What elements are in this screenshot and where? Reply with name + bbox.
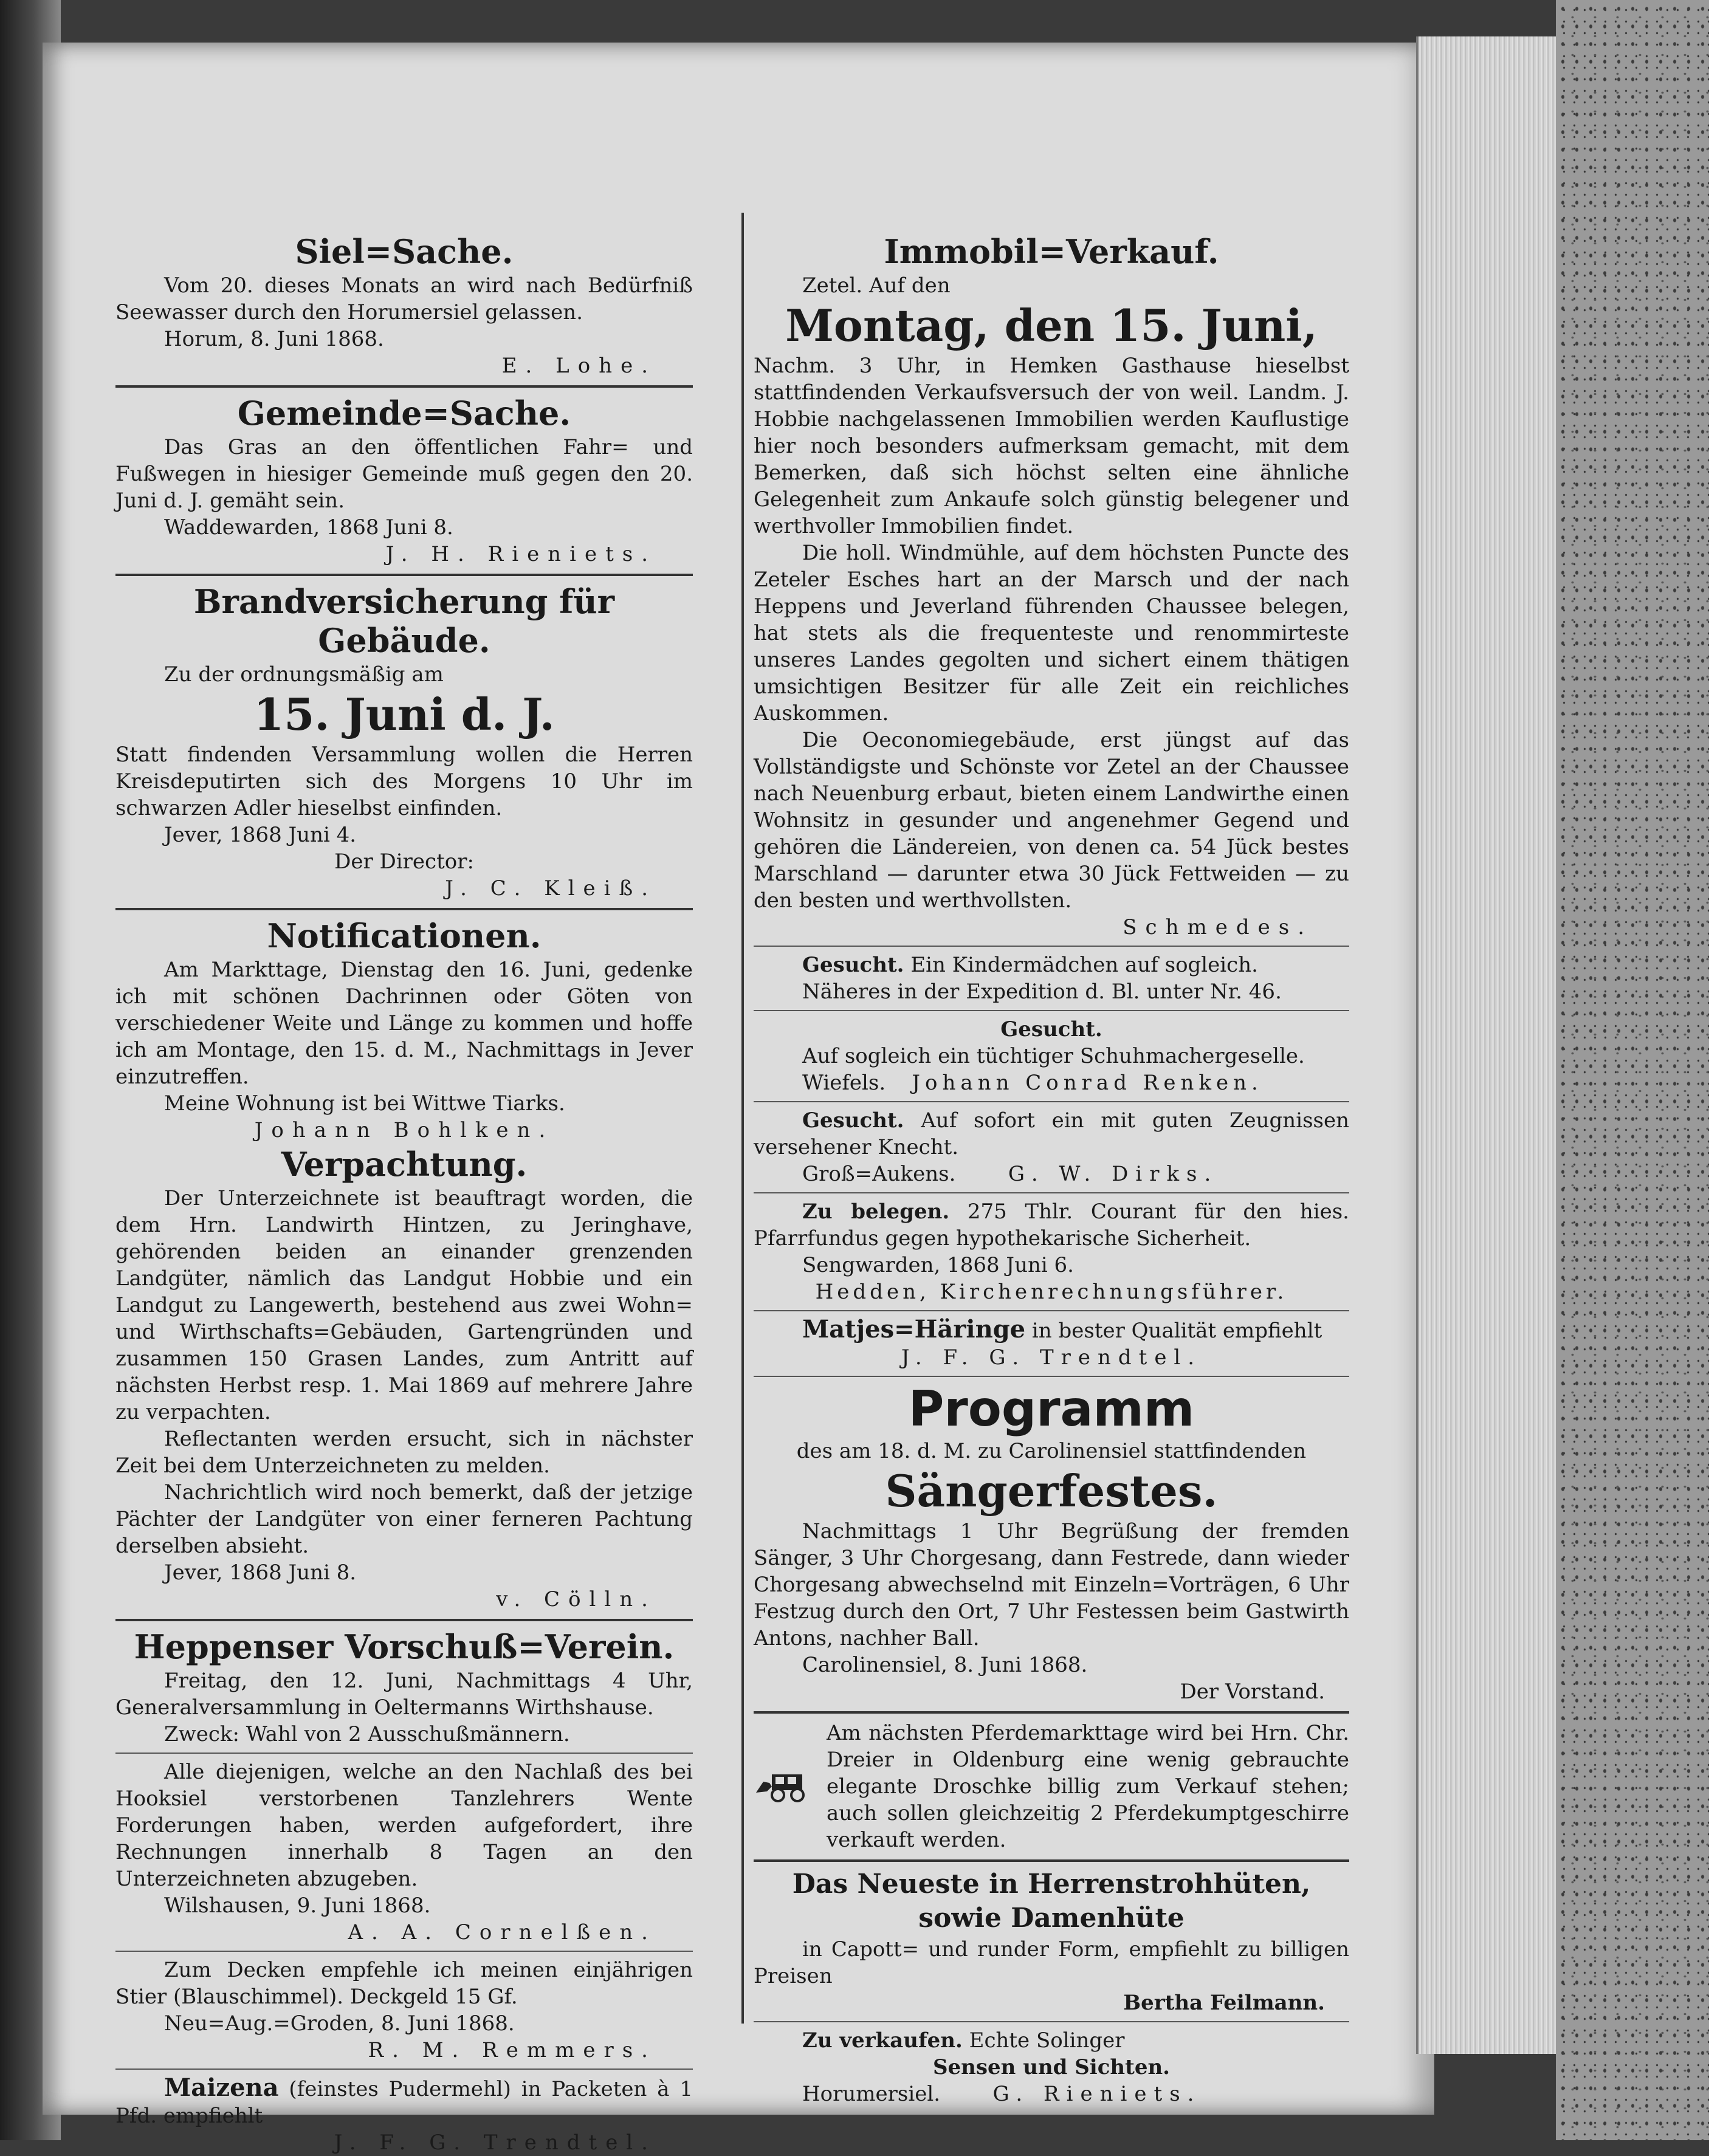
notice-place-date: Neu=Aug.=Groden, 8. Juni 1868. <box>164 2011 515 2036</box>
section-rule <box>115 1951 693 1952</box>
notice-matjes <box>754 1316 1349 1371</box>
notice-nachlass <box>115 1759 693 1946</box>
notice-text: Das Gras an den öffentlichen Fahr= und Fußwegen in hiesiger Gemeinde muß gegen den 20. Juni d. J. gemäht sein. <box>115 435 693 513</box>
notice-signature: G. W. Dirks. <box>1008 1162 1219 1186</box>
section-rule <box>754 1010 1349 1011</box>
notice-text: Nachm. 3 Uhr, in Hemken Gasthause hieselbst stattfindenden Verkaufsversuch der von weil. Landm. J. Hobbie nachgelassenen Immobilien werden Kauflustige hier noch besonders aufmerksam gemacht, mit dem Bemerken, daß sich höchst selten eine ähnliche Gelegenheit zum Ankaufe solch günstig belegener und werthvoller Immobilien findet. <box>754 354 1349 538</box>
notice-place-date: Wilshausen, 9. Juni 1868. <box>164 1893 431 1918</box>
notice-stier <box>115 1957 693 2064</box>
right-column <box>754 231 1349 2107</box>
notice-text: in bester Qualität empfiehlt <box>1031 1319 1322 1343</box>
notice-title: Heppenser Vorschuß=Verein. <box>134 1627 675 1666</box>
notice-title: Notificationen. <box>267 916 542 955</box>
notice-title: Das Neueste in Herrenstrohhüten, <box>792 1869 1311 1900</box>
notice-signature: A. A. Cornelßen. <box>348 1920 656 1945</box>
notice-signature: Der Vorstand. <box>1180 1680 1325 1704</box>
notice-text: Nachmittags 1 Uhr Begrüßung der fremden Sänger, 3 Uhr Chorgesang, dann Festrede, dann wieder Chorgesang abwechselnd mit Einzeln=Vorträgen, 6 Uhr Festzug durch den Ort, 7 Uhr Festessen beim Gastwirth Antons, nachher Ball. <box>754 1519 1349 1650</box>
notice-signature: v. Cölln. <box>496 1587 656 1612</box>
notice-zu-belegen <box>754 1198 1349 1305</box>
left-column <box>115 231 693 2156</box>
notice-place: Horumersiel. <box>802 2082 941 2106</box>
notice-text-2: Reflectanten werden ersucht, sich in nächster Zeit bei dem Unterzeichneten zu melden. <box>115 1427 693 1478</box>
section-rule <box>115 385 693 388</box>
notice-signature: Hedden, Kirchenrechnungsführer. <box>815 1280 1288 1304</box>
notice-label: Gesucht. <box>1000 1017 1102 1042</box>
notice-text: Vom 20. dieses Monats an wird nach Bedürfniß Seewasser durch den Horumersiel gelassen. <box>115 273 693 324</box>
notice-label: Maizena <box>164 2073 279 2102</box>
notice-place: Groß=Aukens. <box>802 1162 956 1186</box>
notice-label: Zu belegen. <box>802 1200 950 1224</box>
notice-date-headline: Montag, den 15. Juni, <box>785 300 1318 351</box>
notice-text-2: Meine Wohnung ist bei Wittwe Tiarks. <box>164 1091 565 1116</box>
notice-signature: J. F. G. Trendtel. <box>901 1345 1202 1370</box>
notice-sensen <box>754 2027 1349 2107</box>
section-rule <box>754 1101 1349 1102</box>
carriage-icon <box>754 1768 814 1805</box>
notice-signature: J. F. G. Trendtel. <box>334 2130 656 2155</box>
section-rule <box>115 2068 693 2070</box>
notice-signature: J. H. Rieniets. <box>385 542 656 566</box>
notice-verpachtung <box>115 1145 693 1613</box>
section-rule <box>115 1753 693 1754</box>
notice-signature: R. M. Remmers. <box>368 2038 656 2062</box>
notice-place-date: Jever, 1868 Juni 4. <box>164 823 357 847</box>
notice-place-date: Jever, 1868 Juni 8. <box>164 1560 357 1585</box>
notice-text: Ein Kindermädchen auf sogleich. <box>910 953 1258 977</box>
notice-signature: Bertha Feilmann. <box>1123 1991 1325 2015</box>
notice-label: Matjes=Häringe <box>802 1315 1026 1344</box>
notice-text: Auf sofort ein mit guten Zeugnissen versehener Knecht. <box>754 1108 1349 1159</box>
notice-text-2: Zweck: Wahl von 2 Ausschußmännern. <box>164 1722 570 1746</box>
notice-text: Auf sogleich ein tüchtiger Schuhmachergeselle. <box>802 1044 1305 1068</box>
notice-immobil-verkauf <box>754 232 1349 941</box>
section-rule <box>115 574 693 576</box>
notice-text: Freitag, den 12. Juni, Nachmittags 4 Uhr, Generalversammlung in Oeltermanns Wirthshause. <box>115 1669 693 1720</box>
notice-intro: des am 18. d. M. zu Carolinensiel stattfindenden <box>796 1439 1307 1463</box>
notice-gesucht-2 <box>754 1016 1349 1096</box>
section-rule <box>754 1711 1349 1714</box>
notice-heppenser <box>115 1627 693 1748</box>
section-rule <box>754 1376 1349 1377</box>
notice-signature: E. Lohe. <box>501 354 656 378</box>
notice-text: in Capott= und runder Form, empfiehlt zu billigen Preisen <box>754 1937 1349 1988</box>
section-rule <box>754 2021 1349 2022</box>
notice-gemeinde <box>115 394 693 568</box>
notice-place-date: Carolinensiel, 8. Juni 1868. <box>802 1653 1088 1677</box>
notice-text: Zum Decken empfehle ich meinen einjährigen Stier (Blauschimmel). Deckgeld 15 Gf. <box>115 1958 693 2009</box>
notice-label: Gesucht. <box>802 953 904 977</box>
notice-pferdemarkt <box>754 1720 1349 1853</box>
notice-headline: Sängerfestes. <box>885 1465 1218 1517</box>
notice-label: Zu verkaufen. <box>802 2028 963 2053</box>
notice-title: Programm <box>908 1381 1195 1437</box>
notice-signature: G. Rieniets. <box>992 2082 1202 2106</box>
notice-text: Statt findenden Versammlung wollen die Herren Kreisdeputirten sich des Morgens 10 Uhr im schwarzen Adler hieselbst einfinden. <box>115 743 693 820</box>
notice-text-3: Nachrichtlich wird noch bemerkt, daß der jetzige Pächter der Landgüter von einer ferneren Pachtung derselben absieht. <box>115 1480 693 1558</box>
notice-text: Echte Solinger <box>969 2028 1125 2053</box>
notice-text: (feinstes Pudermehl) in Packeten à 1 Pfd. empfiehlt <box>115 2077 693 2128</box>
notice-title: Gemeinde=Sache. <box>237 394 571 433</box>
notice-strohhuete <box>754 1868 1349 2016</box>
notice-place-date: Waddewarden, 1868 Juni 8. <box>164 515 453 540</box>
notice-text: Der Unterzeichnete ist beauftragt worden, die dem Hrn. Landwirth Hintzen, zu Jeringhave, gehörenden beiden an einander grenzenden Landgüter, nämlich das Landgut Hobbie und ein Landgut zu Langewerth, bestehend aus zwei Wohn= und Wirthschafts=Gebäuden, Gartengründen und zusammen 150 Grasen Landes, zum Antritt auf nächsten Herbst resp. 1. Mai 1869 auf mehrere Jahre zu verpachten. <box>115 1186 693 1424</box>
notice-role: Der Director: <box>334 850 474 874</box>
book-cover-marbled <box>1556 0 1709 2140</box>
notice-text: Am Markttage, Dienstag den 16. Juni, gedenke ich mit schönen Dachrinnen oder Göten von verschiedener Weite und Länge zu kommen und hoffe ich am Montage, den 15. d. M., Nachmittags in Jever einzutreffen. <box>115 958 693 1089</box>
notice-text-2: Die holl. Windmühle, auf dem höchsten Puncte des Zeteler Esches hart an der Marsch und der nach Heppens und Jeverland führenden Chaussee belegen, hat stets als die frequenteste und renommirteste unseres Landes gegolten und sichert einem thätigen umsichtigen Besitzer für alle Zeit ein reichliches Auskommen. <box>754 541 1349 726</box>
notice-notificationen <box>115 916 693 1144</box>
notice-signature: Schmedes. <box>1123 915 1313 939</box>
notice-label: Gesucht. <box>802 1108 904 1133</box>
section-rule <box>754 1192 1349 1193</box>
notice-intro: Zu der ordnungsmäßig am <box>164 662 444 687</box>
notice-text-3: Die Oeconomiegebäude, erst jüngst auf das Vollständigste und Schönste vor Zetel an der Chaussee nach Neuenburg erbaut, bieten einem Landwirthe einen Wohnsitz in gesunder und angenehmer Gegend und gehören die Ländereien, von denen ca. 54 Jück bestes Marschland — darunter etwa 30 Jück Fettweiden — zu den besten und werthvollsten. <box>754 728 1349 913</box>
notice-subtitle: sowie Damenhüte <box>918 1903 1185 1934</box>
notice-text: Alle diejenigen, welche an den Nachlaß des bei Hooksiel verstorbenen Tanzlehrers Wente Forderungen haben, werden aufgefordert, ihre Rechnungen innerhalb 8 Tagen an den Unterzeichneten abzugeben. <box>115 1760 693 1891</box>
notice-date-headline: 15. Juni d. J. <box>253 688 555 740</box>
notice-signature: Johann Conrad Renken. <box>912 1071 1263 1095</box>
notice-brandversicherung <box>115 582 693 902</box>
notice-place-date: Sengwarden, 1868 Juni 6. <box>802 1253 1074 1277</box>
notice-title: Siel=Sache. <box>295 232 514 271</box>
notice-text-2: Näheres in der Expedition d. Bl. unter Nr. 46. <box>802 980 1282 1004</box>
section-rule <box>115 908 693 910</box>
notice-gesucht-3 <box>754 1107 1349 1187</box>
notice-maizena <box>115 2075 693 2156</box>
section-rule <box>115 1619 693 1621</box>
notice-signature: Johann Bohlken. <box>254 1118 554 1142</box>
newspaper-page <box>43 43 1434 2155</box>
notice-title: Immobil=Verkauf. <box>884 232 1219 271</box>
notice-programm <box>754 1382 1349 1705</box>
notice-title: Brandversicherung für Gebäude. <box>193 582 615 660</box>
notice-place-date: Horum, 8. Juni 1868. <box>164 327 384 351</box>
notice-text: Am nächsten Pferdemarkttage wird bei Hrn. Chr. Dreier in Oldenburg eine wenig gebrauchte elegante Droschke billig zum Verkauf stehen; auch sollen gleichzeitig 2 Pferdekumptgeschirre verkauft werden. <box>827 1721 1349 1852</box>
notice-title: Verpachtung. <box>281 1145 528 1184</box>
notice-item: Sensen und Sichten. <box>932 2055 1171 2079</box>
section-rule <box>754 1859 1349 1862</box>
section-rule <box>754 946 1349 947</box>
notice-siel <box>115 232 693 379</box>
section-rule <box>754 1310 1349 1311</box>
notice-text: 275 Thlr. Courant für den hies. Pfarrfundus gegen hypothekarische Sicherheit. <box>754 1200 1349 1251</box>
notice-gesucht-1 <box>754 952 1349 1005</box>
notice-intro: Zetel. Auf den <box>802 273 951 298</box>
column-divider <box>741 213 744 2024</box>
notice-place: Wiefels. <box>802 1071 886 1095</box>
notice-signature: J. C. Kleiß. <box>445 876 656 901</box>
